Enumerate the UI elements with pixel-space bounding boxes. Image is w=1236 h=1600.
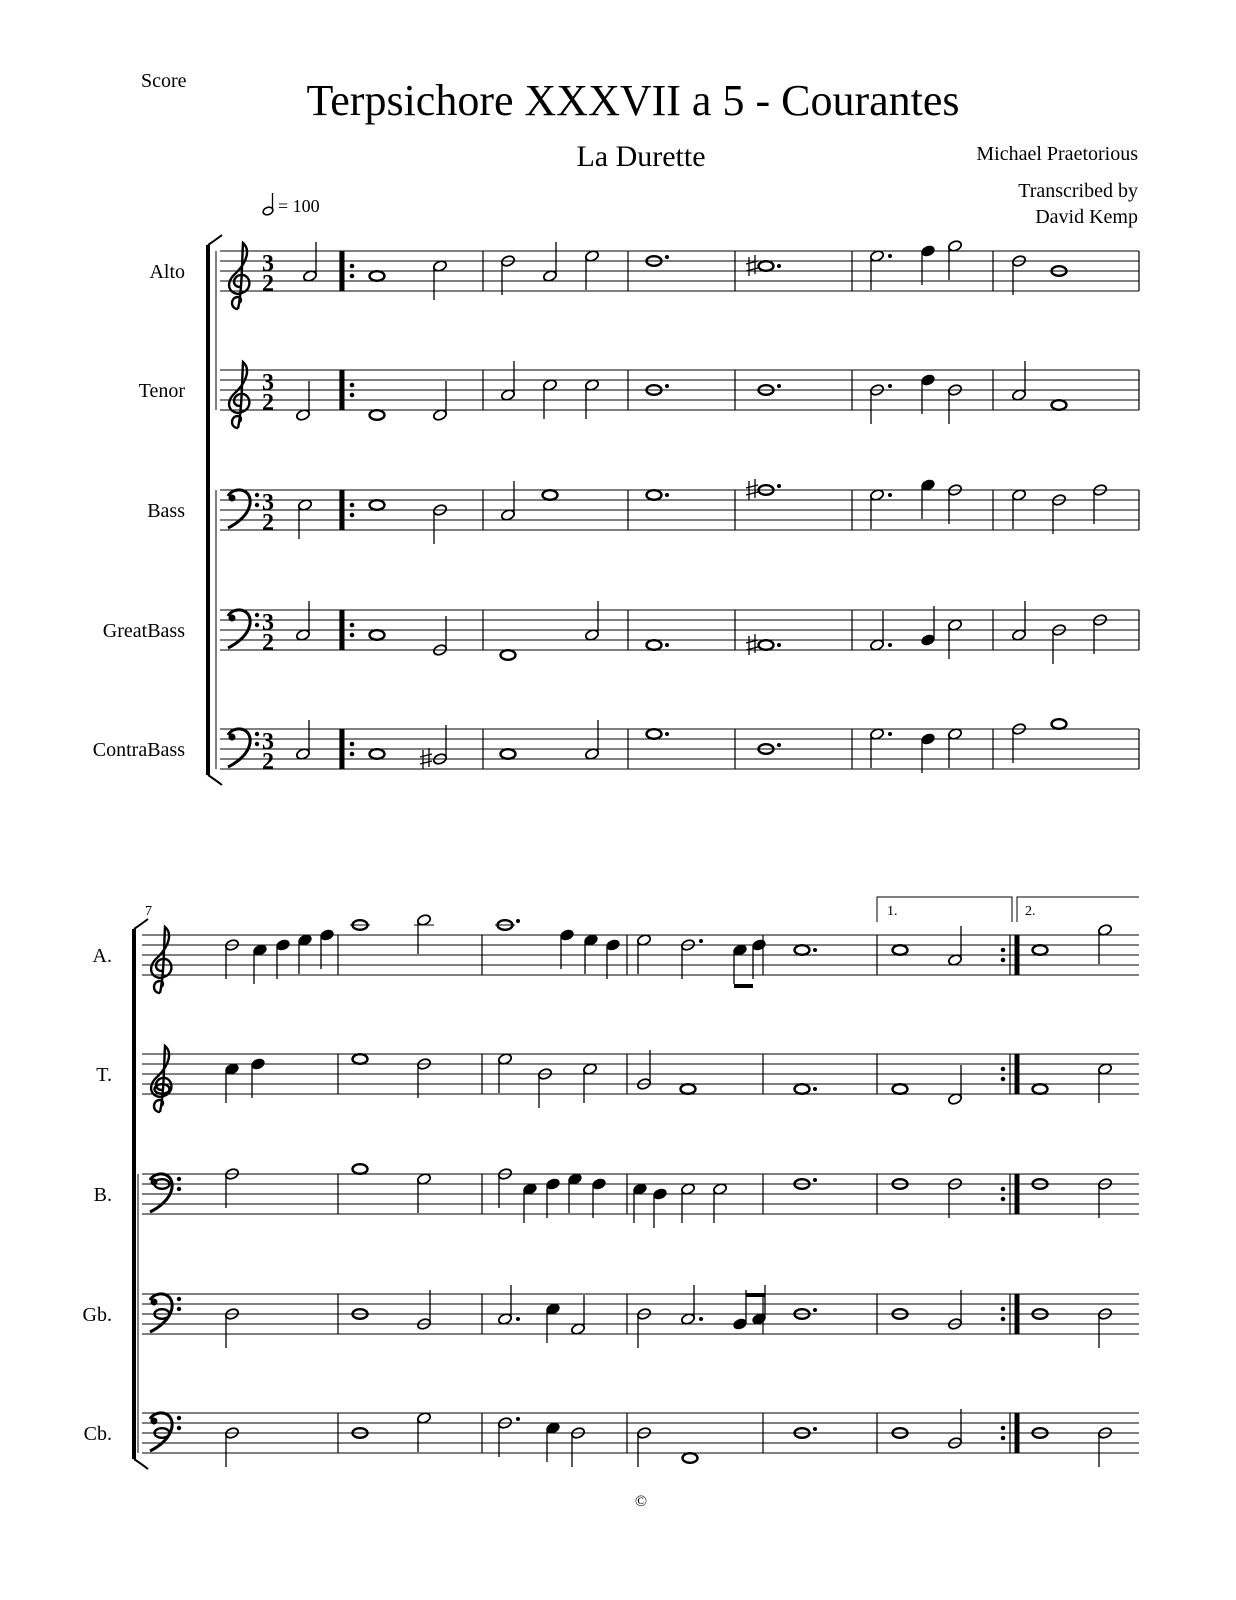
time-signature-top: 3 [262, 490, 274, 516]
whole-note [370, 749, 385, 759]
bass-clef-dot [229, 734, 236, 741]
treble-clef-icon [229, 243, 249, 309]
whole-note [370, 410, 385, 420]
repeat-dot [350, 633, 355, 638]
bass-clef-dot [229, 615, 236, 622]
piece-title: Terpsichore XXXVII a 5 - Courantes [306, 76, 960, 125]
treble-clef-icon [151, 927, 171, 993]
bass-clef-dot [255, 613, 259, 617]
dot [888, 384, 892, 388]
whole-note [681, 1084, 696, 1094]
dot [665, 493, 669, 497]
treble-clef-icon [151, 1046, 171, 1112]
time-signature-bottom: 2 [262, 630, 274, 656]
quarter-note [920, 733, 935, 746]
instrument-label: Cb. [83, 1423, 112, 1445]
repeat-dot [1001, 1317, 1006, 1322]
system-2 [83, 897, 1139, 1469]
instrument-label: GreatBass [102, 620, 185, 642]
bracket-top [134, 919, 148, 929]
dot [516, 1317, 520, 1321]
dot [777, 643, 781, 647]
bass-clef-dot [177, 1307, 181, 1311]
quarter-note [250, 1058, 265, 1071]
whole-note [647, 729, 662, 739]
bass-clef-dot [177, 1177, 181, 1181]
dot [888, 643, 892, 647]
repeat-dot [1001, 1426, 1006, 1431]
whole-note [543, 490, 558, 500]
whole-note [893, 1084, 908, 1094]
bass-clef-dot [177, 1297, 181, 1301]
time-signature-top: 3 [262, 251, 274, 277]
repeat-dot [350, 513, 355, 518]
whole-note [1052, 400, 1067, 410]
quarter-note [591, 1178, 606, 1191]
dot [777, 264, 781, 268]
quarter-note [732, 1318, 747, 1331]
instrument-label: Bass [147, 500, 185, 522]
time-signature-top: 3 [262, 729, 274, 755]
dot [665, 732, 669, 736]
bass-clef-dot [229, 495, 236, 502]
dot [813, 1308, 817, 1312]
system-1 [93, 235, 1139, 785]
whole-note [759, 640, 774, 650]
time-signature-bottom: 2 [262, 271, 274, 297]
repeat-dot [1001, 1307, 1006, 1312]
bracket-bottom [208, 775, 222, 785]
dot [665, 255, 669, 259]
quarter-note [545, 1178, 560, 1191]
whole-note [370, 271, 385, 281]
whole-note [353, 1164, 368, 1174]
bass-clef-dot [255, 732, 259, 736]
whole-note [647, 640, 662, 650]
whole-note [683, 1453, 698, 1463]
time-signature-top: 3 [262, 610, 274, 636]
dot [813, 1087, 817, 1091]
ending-label-2: 2. [1025, 904, 1036, 919]
bass-clef-dot [177, 1187, 181, 1191]
repeat-dot [1001, 948, 1006, 953]
dot [777, 384, 781, 388]
composer: Michael Praetorious [976, 143, 1138, 165]
repeat-dot [350, 264, 355, 269]
dot [699, 1317, 703, 1321]
repeat-dot [350, 274, 355, 279]
sharp-sign [746, 255, 758, 276]
transcriber-line1: Transcribed by [1018, 180, 1138, 202]
bass-clef-dot [255, 742, 259, 746]
dot [888, 493, 892, 497]
repeat-dot [350, 393, 355, 398]
bass-clef-dot [151, 1299, 158, 1306]
instrument-label: Tenor [138, 380, 185, 402]
dot [516, 1417, 520, 1421]
whole-note [370, 630, 385, 640]
repeat-dot [1001, 958, 1006, 963]
whole-note [353, 1054, 368, 1064]
instrument-label: Alto [149, 261, 185, 283]
tempo-value: = 100 [278, 196, 320, 216]
repeat-dot [350, 623, 355, 628]
instrument-label: A. [92, 945, 112, 967]
whole-note [795, 945, 810, 955]
dot [777, 484, 781, 488]
whole-note [1052, 719, 1067, 729]
whole-note [501, 650, 516, 660]
instrument-label: B. [93, 1184, 112, 1206]
time-signature-bottom: 2 [262, 749, 274, 775]
ending-label-1: 1. [887, 904, 898, 919]
dot [777, 743, 781, 747]
repeat-dot [1001, 1067, 1006, 1072]
whole-note [370, 500, 385, 510]
whole-note [795, 1084, 810, 1094]
dot [813, 1427, 817, 1431]
quarter-note [920, 634, 935, 647]
dot [699, 939, 703, 943]
score-label: Score [141, 70, 187, 92]
whole-note [501, 749, 516, 759]
quarter-note [652, 1188, 667, 1201]
time-signature-bottom: 2 [262, 390, 274, 416]
transcriber-line2: David Kemp [1035, 206, 1138, 228]
instrument-label: Gb. [82, 1304, 112, 1326]
quarter-note [920, 374, 935, 387]
dot [665, 643, 669, 647]
dot [665, 384, 669, 388]
instrument-label: T. [96, 1064, 112, 1086]
quarter-note [920, 245, 935, 258]
bass-clef-dot [255, 503, 259, 507]
quarter-note [559, 929, 574, 942]
bass-clef-dot [151, 1418, 158, 1425]
bass-clef-dot [255, 493, 259, 497]
whole-note [893, 945, 908, 955]
sharp-sign [746, 634, 758, 655]
quarter-note [605, 939, 620, 952]
quarter-note [275, 939, 290, 952]
time-signature-top: 3 [262, 370, 274, 396]
repeat-dot [1001, 1436, 1006, 1441]
dot [888, 254, 892, 258]
copyright: © [634, 1493, 648, 1510]
repeat-dot [350, 742, 355, 747]
dot [516, 919, 520, 923]
time-signature-bottom: 2 [262, 510, 274, 536]
repeat-dot [350, 503, 355, 508]
treble-clef-icon [229, 362, 249, 428]
quarter-note [751, 939, 766, 952]
quarter-note [319, 929, 334, 942]
repeat-dot [1001, 1077, 1006, 1082]
whole-note [647, 490, 662, 500]
repeat-dot [1001, 1197, 1006, 1202]
bracket-top [208, 235, 222, 245]
bass-clef-dot [255, 623, 259, 627]
instrument-label: ContraBass [92, 739, 185, 761]
measure-number: 7 [145, 904, 152, 919]
whole-note [759, 261, 774, 271]
repeat-dot [350, 752, 355, 757]
repeat-dot [350, 383, 355, 388]
piece-subtitle: La Durette [576, 140, 706, 173]
dot [813, 948, 817, 952]
bass-clef-dot [177, 1426, 181, 1430]
bass-clef-dot [177, 1416, 181, 1420]
bracket-bottom [134, 1459, 148, 1469]
dot [813, 1178, 817, 1182]
whole-note [1033, 945, 1048, 955]
whole-note [1033, 1084, 1048, 1094]
repeat-dot [1001, 1187, 1006, 1192]
dot [888, 732, 892, 736]
